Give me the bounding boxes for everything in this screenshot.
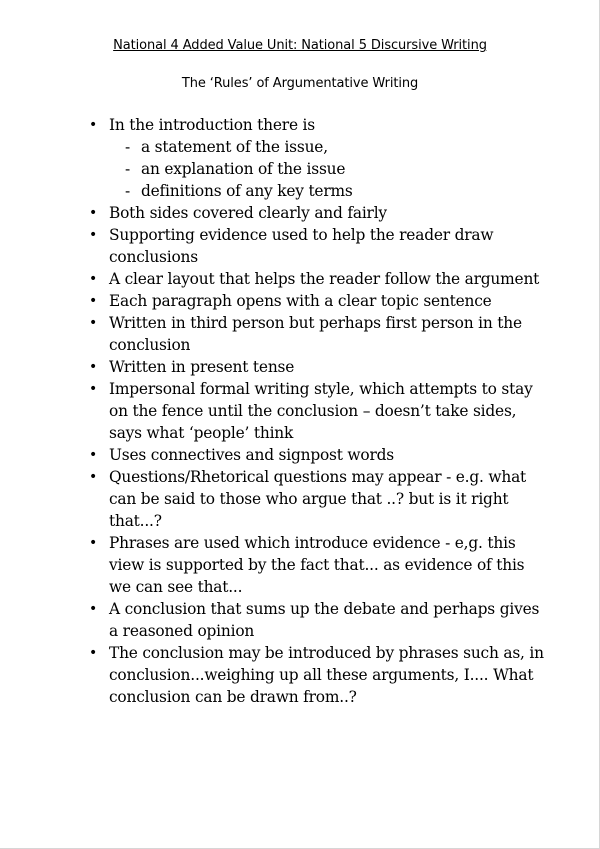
list-item-text: Questions/Rhetorical questions may appear - e.g. what can be said to those who argue that ..? but is it right that...? (109, 468, 527, 530)
bullet-icon: • (89, 359, 98, 375)
list-item (89, 290, 549, 312)
list-item (89, 598, 549, 642)
list-item-text: Uses connectives and signpost words (109, 446, 394, 464)
sub-list-item (109, 136, 549, 158)
sub-list-item (109, 180, 549, 202)
list-item-text: The conclusion may be introduced by phrases such as, in conclusion...weighing up all these arguments, I.... What conclusion can be drawn from..? (109, 644, 544, 706)
sub-list-item-text: definitions of any key terms (141, 182, 353, 200)
dash-marker: - (125, 182, 131, 200)
rules-list (89, 114, 549, 708)
list-item (89, 114, 549, 202)
list-item (89, 356, 549, 378)
bullet-icon: • (89, 381, 98, 397)
list-item-text: Supporting evidence used to help the reader draw conclusions (109, 226, 494, 266)
document-title: National 4 Added Value Unit: National 5 Discursive Writing (113, 38, 487, 53)
list-item (89, 224, 549, 268)
sub-list-item-text: a statement of the issue, (141, 138, 328, 156)
list-item-text: In the introduction there is (109, 116, 315, 134)
bullet-icon: • (89, 205, 98, 221)
bullet-icon: • (89, 293, 98, 309)
list-item (89, 378, 549, 444)
sub-list-item-text: an explanation of the issue (141, 160, 346, 178)
list-item (89, 532, 549, 598)
list-item (89, 312, 549, 356)
bullet-icon: • (89, 117, 98, 133)
dash-marker: - (125, 138, 131, 156)
list-item (89, 268, 549, 290)
sub-list-item (109, 158, 549, 180)
bullet-icon: • (89, 535, 98, 551)
list-item (89, 466, 549, 532)
list-item (89, 202, 549, 224)
list-item-text: Written in third person but perhaps first person in the conclusion (109, 314, 522, 354)
bullet-icon: • (89, 227, 98, 243)
list-item-text: Both sides covered clearly and fairly (109, 204, 387, 222)
list-item-text: Phrases are used which introduce evidence - e,g. this view is supported by the fact that... as evidence of this we can see that... (109, 534, 525, 596)
bullet-icon: • (89, 645, 98, 661)
bullet-icon: • (89, 469, 98, 485)
sub-list (109, 136, 549, 202)
list-item-text: A clear layout that helps the reader follow the argument (109, 270, 540, 288)
dash-marker: - (125, 160, 131, 178)
bullet-icon: • (89, 271, 98, 287)
bullet-icon: • (89, 447, 98, 463)
document-subtitle: The ‘Rules’ of Argumentative Writing (181, 76, 419, 91)
list-item-text: Impersonal formal writing style, which attempts to stay on the fence until the conclusion – doesn’t take sides, says what ‘people’ think (109, 380, 533, 442)
bullet-icon: • (89, 315, 98, 331)
list-item (89, 642, 549, 708)
list-item-text: Each paragraph opens with a clear topic sentence (109, 292, 492, 310)
bullet-icon: • (89, 601, 98, 617)
list-item-text: Written in present tense (109, 358, 295, 376)
list-item (89, 444, 549, 466)
list-item-text: A conclusion that sums up the debate and perhaps gives a reasoned opinion (109, 600, 540, 640)
